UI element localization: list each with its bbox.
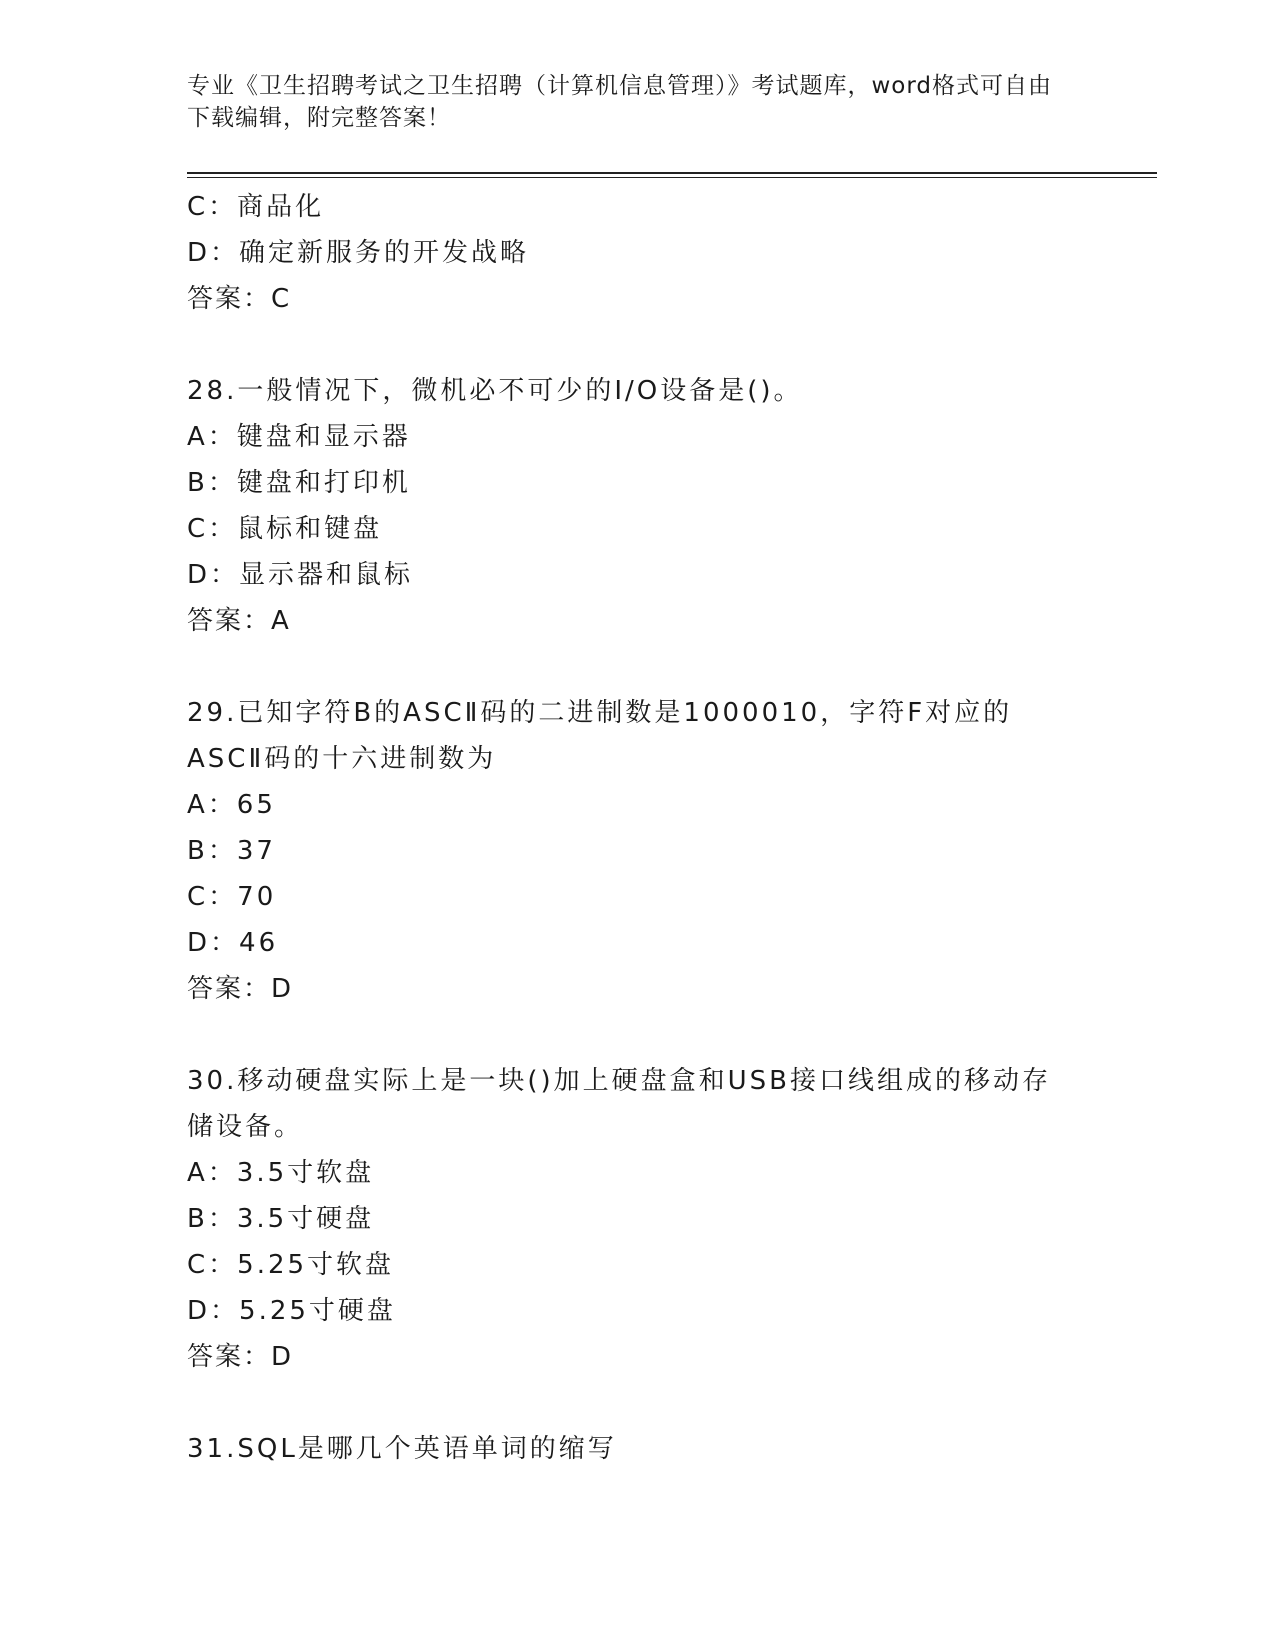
option-b: B：3.5寸硬盘 [187, 1204, 375, 1234]
option-c: C：商品化 [187, 192, 325, 222]
answer: 答案：A [187, 606, 291, 636]
question-stem: 29.已知字符B的ASCⅡ码的二进制数是1000010，字符F对应的ASCⅡ码的十六进制数为 [187, 698, 1013, 774]
question-28 [187, 368, 1157, 644]
question-30 [187, 1058, 1157, 1380]
spacer [187, 644, 1157, 690]
question-stem: 31.SQL是哪几个英语单词的缩写 [187, 1434, 617, 1464]
option-b: B：键盘和打印机 [187, 468, 411, 498]
header-divider-thin [187, 177, 1157, 178]
document-page [187, 70, 1157, 1472]
question-27-tail [187, 184, 1157, 322]
spacer [187, 1380, 1157, 1426]
option-c: C：5.25寸软盘 [187, 1250, 395, 1280]
question-31 [187, 1426, 1157, 1472]
question-stem: 30.移动硬盘实际上是一块()加上硬盘盒和USB接口线组成的移动存储设备。 [187, 1066, 1052, 1142]
option-a: A：键盘和显示器 [187, 422, 411, 452]
option-a: A：3.5寸软盘 [187, 1158, 375, 1188]
option-c: C：70 [187, 882, 277, 912]
option-a: A：65 [187, 790, 276, 820]
answer: 答案：D [187, 974, 294, 1004]
answer: 答案：C [187, 284, 292, 314]
option-c: C：鼠标和键盘 [187, 514, 383, 544]
option-b: B：37 [187, 836, 276, 866]
answer: 答案：D [187, 1342, 294, 1372]
option-d: D：显示器和鼠标 [187, 560, 414, 590]
option-d: D：确定新服务的开发战略 [187, 238, 530, 268]
spacer [187, 1012, 1157, 1058]
document-header: 专业《卫生招聘考试之卫生招聘（计算机信息管理）》考试题库，word格式可自由下载编辑，附完整答案！ [187, 73, 1053, 131]
option-d: D：5.25寸硬盘 [187, 1296, 396, 1326]
question-stem: 28.一般情况下，微机必不可少的I/O设备是()。 [187, 376, 803, 406]
header-divider-thick [187, 172, 1157, 174]
option-d: D：46 [187, 928, 279, 958]
question-list [187, 184, 1157, 1472]
question-29 [187, 690, 1157, 1012]
spacer [187, 322, 1157, 368]
